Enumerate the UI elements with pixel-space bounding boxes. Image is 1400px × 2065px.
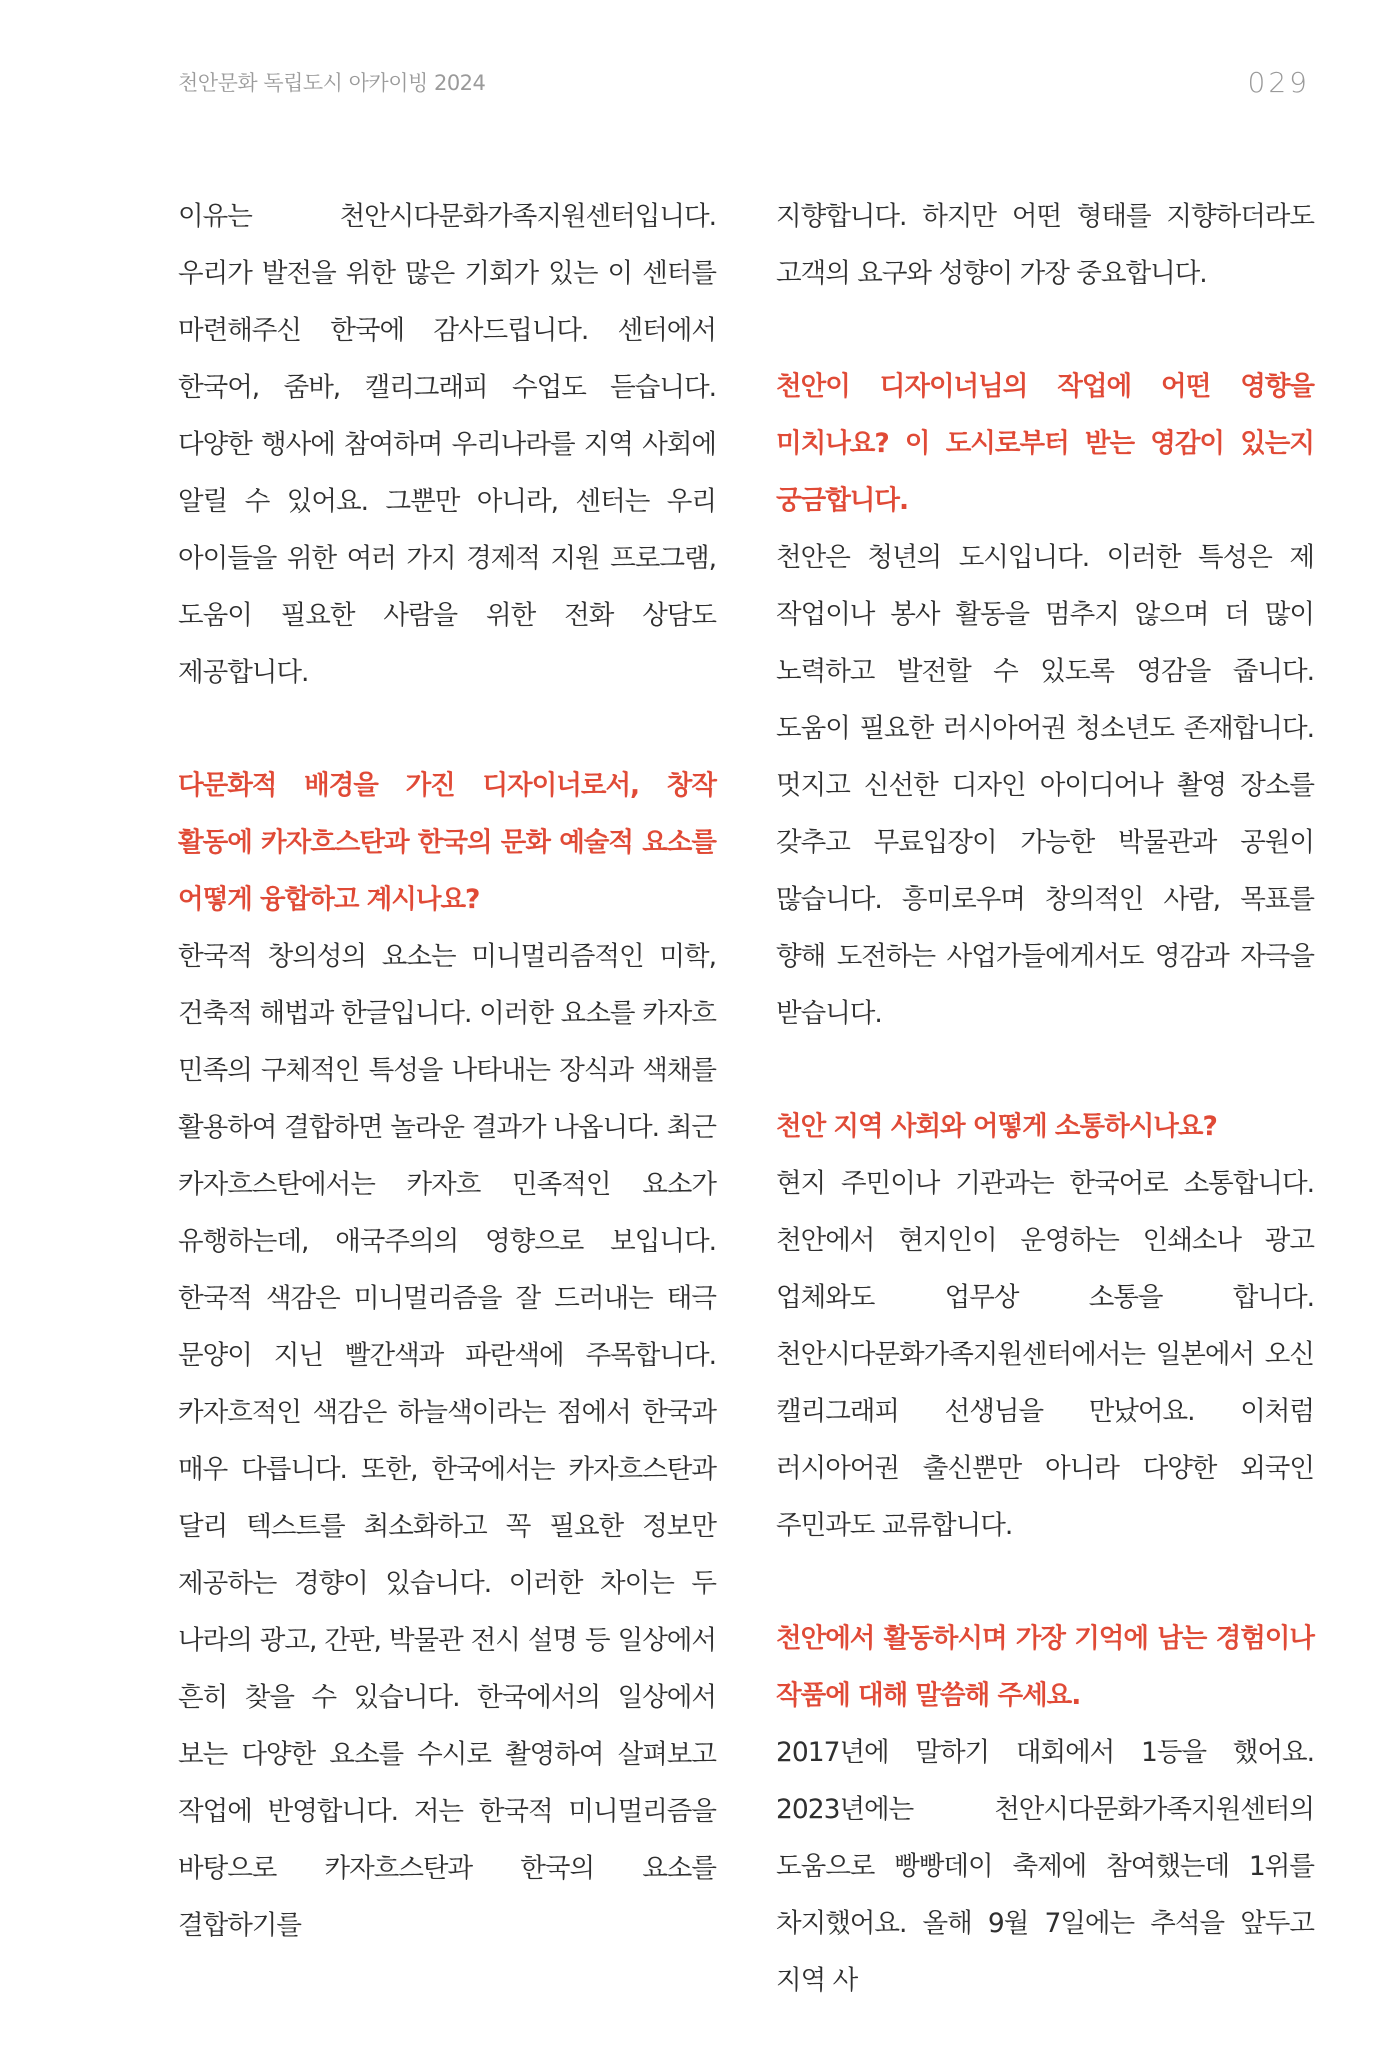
answer-paragraph: 한국적 창의성의 요소는 미니멀리즘적인 미학, 건축적 해법과 한글입니다. 이러한 요소를 카자흐 민족의 구체적인 특성을 나타내는 장식과 색채를 활용하여 결합하면 놀라운 결과가 나옵니다. 최근 카자흐스탄에서는 카자흐 민족적인 요소가 유행하는데, 애국주의의 영향으로 보입니다. 한국적 색감은 미니멀리즘을 잘 드러내는 태극 문양이 지닌 빨간색과 파란색에 주목합니다. 카자흐적인 색감은 하늘색이라는 점에서 한국과 매우 다릅니다. 또한, 한국에서는 카자흐스탄과 달리 텍스트를 최소화하고 꼭 필요한 정보만 제공하는 경향이 있습니다. 이러한 차이는 두 나라의 광고, 간판, 박물관 전시 설명 등 일상에서 흔히 찾을 수 있습니다. 한국에서의 일상에서 보는 다양한 요소를 수시로 촬영하여 살펴보고 작업에 반영합니다. 저는 한국적 미니멀리즘을 바탕으로 카자흐스탄과 한국의 요소를 결합하기를: [178, 941, 716, 1941]
answer-paragraph: 천안은 청년의 도시입니다. 이러한 특성은 제 작업이나 봉사 활동을 멈추지 않으며 더 많이 노력하고 발전할 수 있도록 영감을 줍니다. 도움이 필요한 러시아어권 청소년도 존재합니다. 멋지고 신선한 디자인 아이디어나 촬영 장소를 갖추고 무료입장이 가능한 박물관과 공원이 많습니다. 흥미로우며 창의적인 사람, 목표를 향해 도전하는 사업가들에게서도 영감과 자극을 받습니다.: [776, 542, 1314, 1029]
qa-block: [776, 358, 1314, 1042]
left-column: [178, 188, 716, 2010]
qa-block: [776, 1610, 1314, 2009]
publication-title: 천안문화 독립도시 아카이빙 2024: [178, 71, 486, 95]
right-column: [776, 188, 1314, 2065]
continued-answer-block: [776, 188, 1314, 302]
page-number: 029: [1247, 65, 1310, 99]
qa-block: [776, 1098, 1314, 1554]
qa-block: [178, 757, 716, 1954]
answer-paragraph: 현지 주민이나 기관과는 한국어로 소통합니다. 천안에서 현지인이 운영하는 인쇄소나 광고 업체와도 업무상 소통을 합니다. 천안시다문화가족지원센터에서는 일본에서 오신 캘리그래피 선생님을 만났어요. 이처럼 러시아어권 출신뿐만 아니라 다양한 외국인 주민과도 교류합니다.: [776, 1168, 1314, 1541]
answer-paragraph: 이유는 천안시다문화가족지원센터입니다. 우리가 발전을 위한 많은 기회가 있는 이 센터를 마련해주신 한국에 감사드립니다. 센터에서 한국어, 줌바, 캘리그래피 수업도 듣습니다. 다양한 행사에 참여하며 우리나라를 지역 사회에 알릴 수 있어요. 그뿐만 아니라, 센터는 우리 아이들을 위한 여러 가지 경제적 지원 프로그램, 도움이 필요한 사람을 위한 전화 상담도 제공합니다.: [178, 201, 716, 688]
question-heading: 천안이 디자이너님의 작업에 어떤 영향을 미치나요? 이 도시로부터 받는 영감이 있는지 궁금합니다.: [776, 371, 1314, 516]
question-heading: 다문화적 배경을 가진 디자이너로서, 창작 활동에 카자흐스탄과 한국의 문화 예술적 요소를 어떻게 융합하고 계시나요?: [178, 770, 716, 915]
question-heading: 천안에서 활동하시며 가장 기억에 남는 경험이나 작품에 대해 말씀해 주세요.: [776, 1623, 1314, 1711]
answer-paragraph: 2017년에 말하기 대회에서 1등을 했어요. 2023년에는 천안시다문화가족지원센터의 도움으로 빵빵데이 축제에 참여했는데 1위를 차지했어요. 올해 9월 7일에는 추석을 앞두고 지역 사: [776, 1737, 1314, 1996]
question-heading: 천안 지역 사회와 어떻게 소통하시나요?: [776, 1111, 1217, 1142]
intro-block: [178, 188, 716, 701]
answer-paragraph: 지향합니다. 하지만 어떤 형태를 지향하더라도 고객의 요구와 성향이 가장 중요합니다.: [776, 201, 1314, 289]
running-header: [178, 62, 1310, 102]
